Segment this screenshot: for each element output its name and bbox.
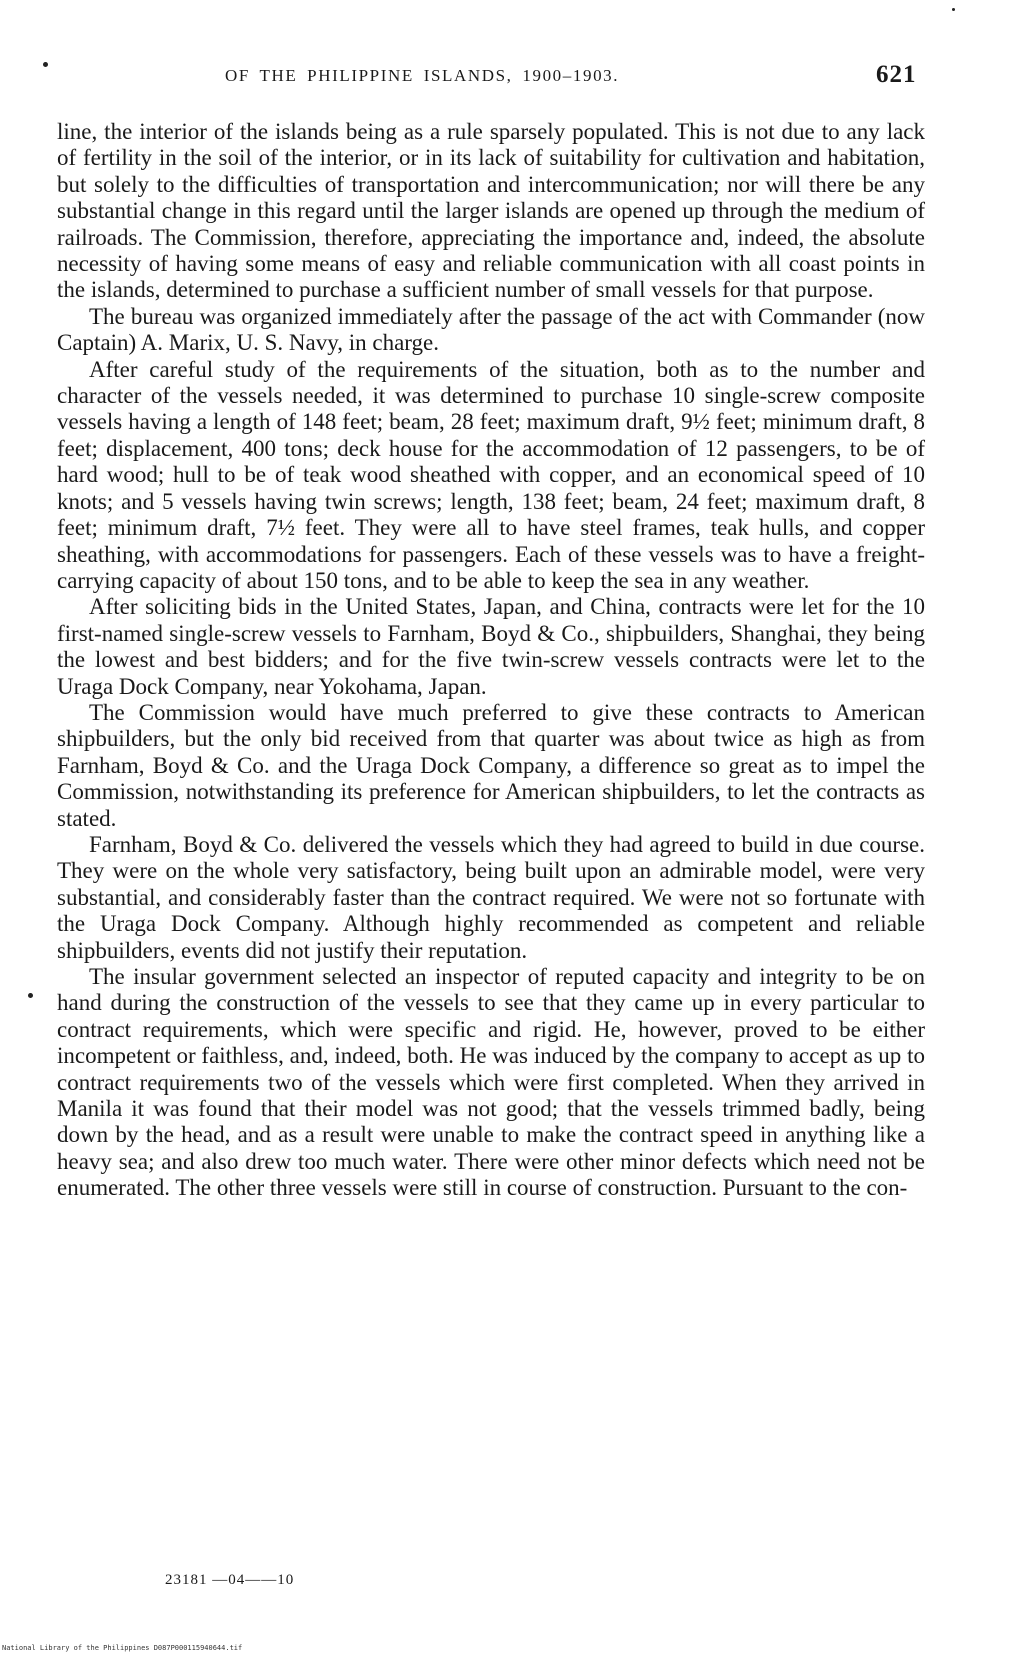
running-head: OF THE PHILIPPINE ISLANDS, 1900–1903. <box>225 66 620 85</box>
paragraph: The Commission would have much preferred to give these contracts to American shipbuilders, but the only bid received from that quarter was about twice as high as from Farnham, Boyd & Co. and the Uraga Dock Company, a difference so great as to impel the Commission, notwithstanding its preference for American shipbuilders, to let the contracts as stated. <box>57 699 925 831</box>
paragraph: The insular government selected an inspector of reputed capacity and integrity to be on hand during the construction of the vessels to see that they came up in every particular to contract requirements, which were specific and rigid. He, however, proved to be either incompetent or faithless, and, indeed, both. He was induced by the company to accept as up to contract requirements two of the vessels which were first completed. When they arrived in Manila it was found that their model was not good; that the vessels trimmed badly, being down by the head, and as a result were unable to make the contract speed in anything like a heavy sea; and also drew too much water. There were other minor defects which need not be enumerated. The other three vessels were still in course of construction. Pursuant to the con- <box>57 964 925 1201</box>
ink-speck <box>28 993 33 998</box>
page-number: 621 <box>876 61 917 88</box>
paragraph: line, the interior of the islands being as a rule sparsely populated. This is not due to any lack of fertility in the soil of the interior, or in its lack of suitability for cultivation and habitation, but solely to the difficulties of transportation and intercommunication; nor will there be any substantial change in this regard until the larger islands are opened up through the medium of railroads. The Commission, therefore, appreciating the importance and, indeed, the absolute necessity of having some means of easy and reliable communication with all coast points in the islands, determined to purchase a sufficient number of small vessels for that purpose. <box>57 119 925 303</box>
scan-credit: National Library of the Philippines D087P000115940644.tif <box>2 1644 243 1652</box>
ink-speck <box>43 62 48 67</box>
paragraph: After soliciting bids in the United States, Japan, and China, contracts were let for the 10 first-named single-screw vessels to Farnham, Boyd & Co., shipbuilders, Shanghai, they being the lowest and best bidders; and for the five twin-screw vessels contracts were let to the Uraga Dock Company, near Yokohama, Japan. <box>57 594 925 699</box>
paragraph: The bureau was organized immediately after the passage of the act with Commander (now Captain) A. Marix, U. S. Navy, in charge. <box>57 303 925 356</box>
paragraph: Farnham, Boyd & Co. delivered the vessels which they had agreed to build in due course. They were on the whole very satisfactory, being built upon an admirable model, were very substantial, and considerably faster than the contract required. We were not so fortunate with the Uraga Dock Company. Although highly recommended as competent and reliable shipbuilders, events did not justify their reputation. <box>57 831 925 963</box>
ink-speck <box>952 8 955 11</box>
printer-signature-mark: 23181 —04——10 <box>165 1572 295 1588</box>
body-text <box>57 119 925 1202</box>
paragraph: After careful study of the requirements of the situation, both as to the number and character of the vessels needed, it was determined to purchase 10 single-screw composite vessels having a length of 148 feet; beam, 28 feet; maximum draft, 9½ feet; minimum draft, 8 feet; displacement, 400 tons; deck house for the accommodation of 12 passengers, to be of hard wood; hull to be of teak wood sheathed with copper, and an economical speed of 10 knots; and 5 vessels having twin screws; length, 138 feet; beam, 24 feet; maximum draft, 8 feet; minimum draft, 7½ feet. They were all to have steel frames, teak hulls, and copper sheathing, with accommodations for passengers. Each of these vessels was to have a freight-carrying capacity of about 150 tons, and to be able to keep the sea in any weather. <box>57 356 925 593</box>
